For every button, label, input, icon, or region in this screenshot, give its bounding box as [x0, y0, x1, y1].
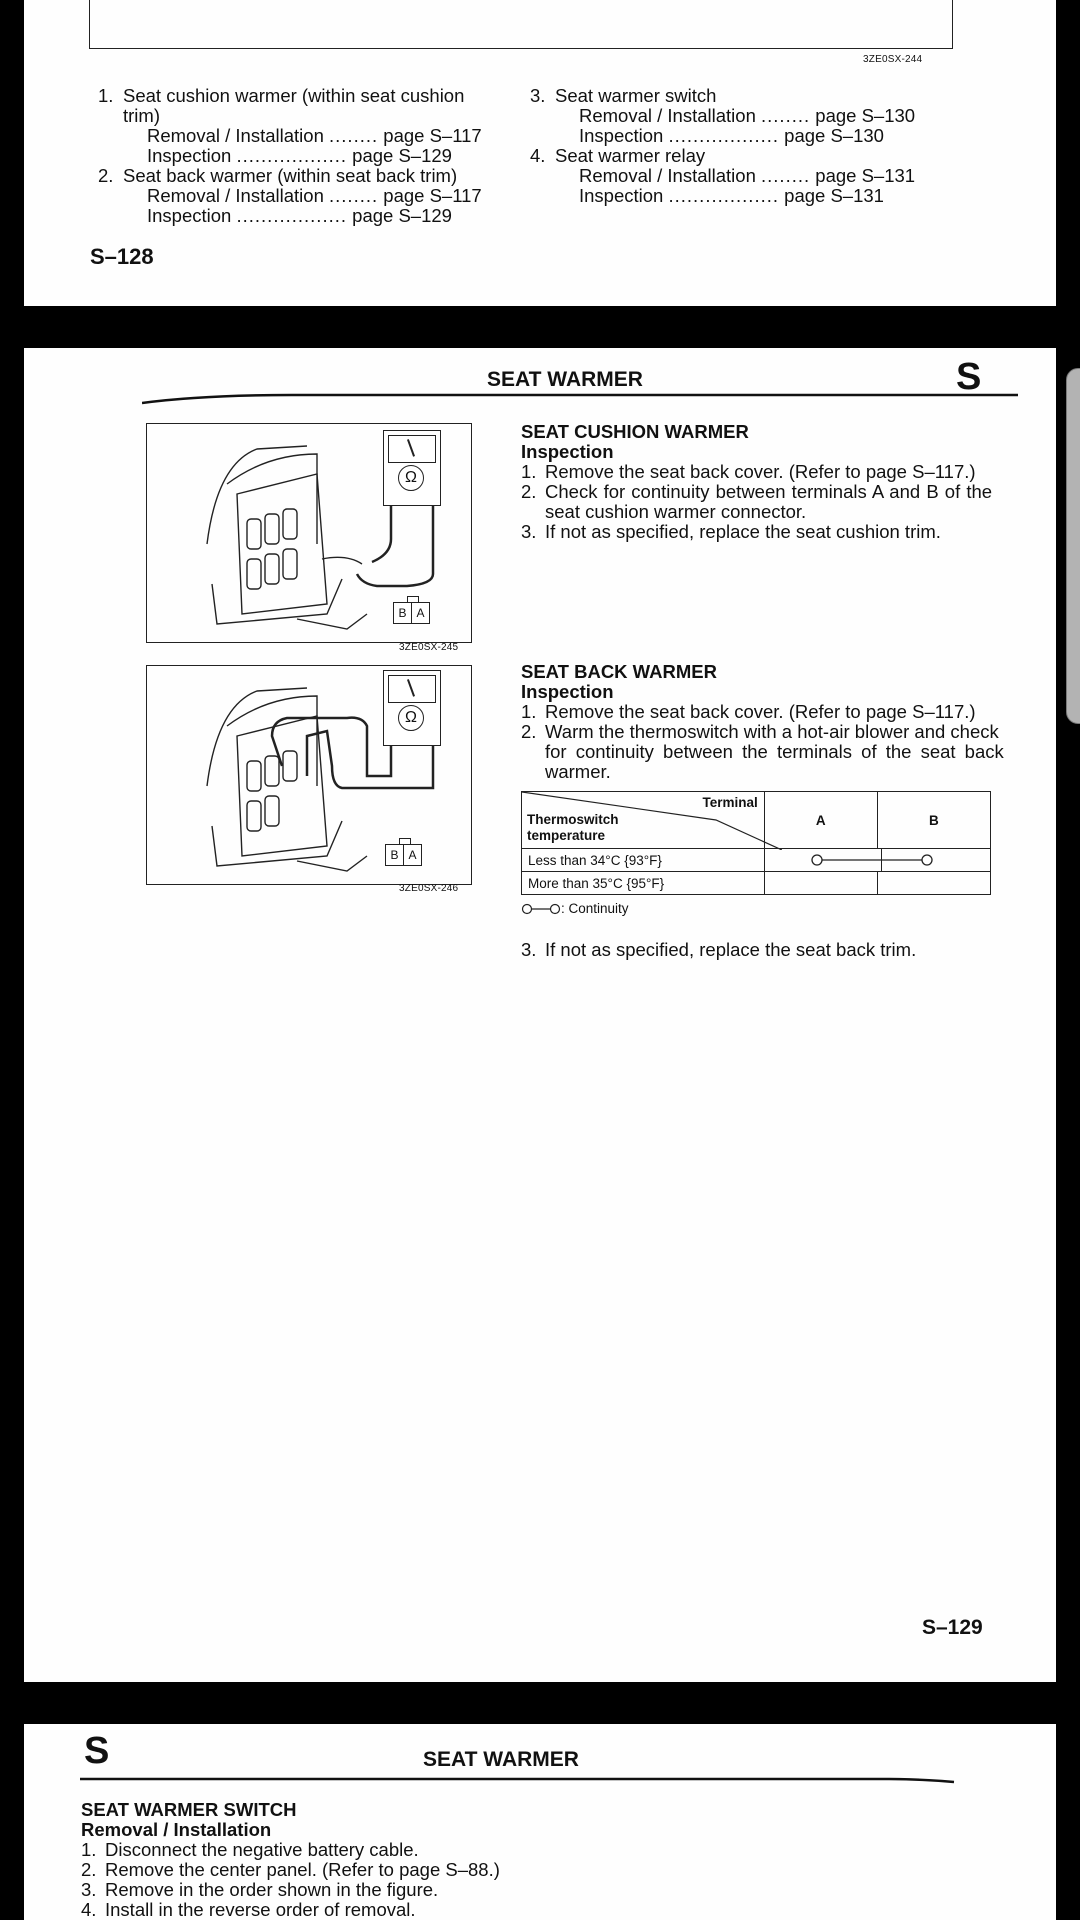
- table-row: [522, 872, 991, 895]
- subsection-heading: Removal / Installation: [81, 1819, 272, 1840]
- cell-b: [877, 872, 990, 895]
- step-text: Install in the reverse order of removal.: [105, 1899, 416, 1920]
- leader-dots: ..................: [668, 185, 780, 206]
- step-text: Remove in the order shown in the figure.: [105, 1879, 439, 1900]
- table-header-row: [522, 792, 991, 849]
- leader-dots: ..................: [668, 125, 780, 146]
- corner-label-terminal: Terminal: [702, 795, 758, 810]
- step-number: 1.: [81, 1839, 97, 1860]
- header-rule: [80, 1776, 960, 1786]
- page-number: S–128: [90, 244, 154, 269]
- terminal-b: B: [386, 845, 404, 865]
- page-ref: page S–130: [815, 105, 916, 126]
- step-number: 1.: [521, 701, 537, 722]
- step-text: If not as specified, replace the seat cushion trim.: [545, 521, 941, 542]
- index-item-3-number: 3.: [530, 85, 546, 106]
- index-item-2-number: 2.: [98, 165, 114, 186]
- legend-text: : Continuity: [561, 901, 629, 916]
- column-header-b: B: [877, 792, 990, 849]
- step-text: Remove the center panel. (Refer to page S–88.): [105, 1859, 500, 1880]
- leader-dots: ..................: [236, 145, 348, 166]
- figure-code: 3ZE0SX-246: [399, 883, 459, 894]
- continuity-cell: [764, 849, 990, 872]
- leader-dots: ..................: [236, 205, 348, 226]
- index-item-4-title: Seat warmer relay: [555, 145, 706, 166]
- step-text: Remove the seat back cover. (Refer to page S–117.): [545, 461, 976, 482]
- step-number: 1.: [521, 461, 537, 482]
- step-number: 3.: [521, 521, 537, 542]
- step-text: Warm the thermoswitch with a hot-air blower and check: [545, 721, 999, 742]
- page-ref: page S–130: [784, 125, 884, 146]
- step-number: 3.: [521, 939, 537, 960]
- column-header-a: A: [764, 792, 877, 849]
- index-item-1-title-cont: trim): [123, 105, 160, 126]
- step-number: 4.: [81, 1899, 97, 1920]
- step-number: 2.: [521, 481, 537, 502]
- index-entry[interactable]: [147, 126, 482, 146]
- leader-dots: ........: [329, 185, 379, 206]
- step-text: warmer.: [545, 761, 611, 782]
- header-rule: [142, 392, 1018, 406]
- step-number: 2.: [521, 721, 537, 742]
- ohm-icon: Ω: [398, 705, 424, 731]
- leader-dots: ........: [761, 105, 811, 126]
- index-entry[interactable]: [579, 126, 884, 146]
- section-heading: SEAT WARMER SWITCH: [81, 1799, 297, 1820]
- index-item-3-title: Seat warmer switch: [555, 85, 717, 106]
- index-item-1-title: Seat cushion warmer (within seat cushion: [123, 85, 465, 106]
- page-ref: page S–129: [352, 145, 452, 166]
- index-entry[interactable]: [579, 106, 915, 126]
- entry-label: Inspection: [147, 205, 232, 226]
- index-entry[interactable]: [147, 146, 452, 166]
- figure-seat-cushion-inspection: [146, 423, 472, 643]
- terminal-b: B: [394, 603, 412, 623]
- figure-code: 3ZE0SX-245: [399, 642, 459, 653]
- table-corner-cell: [522, 792, 765, 849]
- entry-label: Inspection: [147, 145, 232, 166]
- row-label: More than 35°C {95°F}: [522, 872, 765, 895]
- index-item-1-number: 1.: [98, 85, 114, 106]
- leader-dots: ........: [329, 125, 379, 146]
- figure-seat-back-inspection: [146, 665, 472, 885]
- ohm-icon: Ω: [398, 465, 424, 491]
- step-text: Remove the seat back cover. (Refer to page S–117.): [545, 701, 976, 722]
- test-leads: [147, 666, 471, 884]
- section-letter: S: [956, 356, 982, 398]
- terminal-a: A: [416, 606, 425, 620]
- step-text: Disconnect the negative battery cable.: [105, 1839, 419, 1860]
- page-ref: page S–131: [784, 185, 884, 206]
- index-item-2-title: Seat back warmer (within seat back trim): [123, 165, 458, 186]
- entry-label: Inspection: [579, 185, 664, 206]
- index-entry[interactable]: [579, 186, 884, 206]
- step-text: Check for continuity between terminals A and B of the: [545, 481, 993, 502]
- entry-label: Removal / Installation: [579, 165, 756, 186]
- step-text: seat cushion warmer connector.: [545, 501, 807, 522]
- entry-label: Removal / Installation: [579, 105, 756, 126]
- page-ref: page S–117: [383, 125, 482, 146]
- index-entry[interactable]: [147, 206, 452, 226]
- leader-dots: ........: [761, 165, 811, 186]
- index-item-4-number: 4.: [530, 145, 546, 166]
- entry-label: Removal / Installation: [147, 185, 324, 206]
- continuity-legend-icon: [521, 902, 561, 916]
- subsection-heading: Inspection: [521, 681, 614, 702]
- row-label: Less than 34°C {93°F}: [522, 849, 765, 872]
- page-s-129: [24, 348, 1056, 1682]
- page-ref: page S–129: [352, 205, 452, 226]
- continuity-table: [521, 791, 991, 895]
- step-text: for continuity between the terminals of the seat back: [545, 741, 1004, 762]
- scrollbar-handle[interactable]: [1066, 368, 1080, 724]
- page-number: S–129: [922, 1616, 983, 1639]
- figure-code: 3ZE0SX-244: [863, 54, 923, 65]
- subsection-heading: Inspection: [521, 441, 614, 462]
- section-heading: SEAT BACK WARMER: [521, 661, 717, 682]
- corner-label-thermoswitch: Thermoswitch: [527, 812, 619, 827]
- figure-frame: [89, 0, 953, 49]
- corner-label-temperature: temperature: [527, 828, 606, 843]
- page-ref: page S–117: [383, 185, 482, 206]
- column-divider: [881, 849, 883, 871]
- step-number: 2.: [81, 1859, 97, 1880]
- page-header-title: SEAT WARMER: [423, 1748, 579, 1771]
- page-header-title: SEAT WARMER: [487, 368, 643, 391]
- page-ref: page S–131: [815, 165, 916, 186]
- step-text: If not as specified, replace the seat back trim.: [545, 939, 917, 960]
- terminal-a: A: [408, 848, 417, 862]
- table-row: [522, 849, 991, 872]
- cell-a: [764, 872, 877, 895]
- continuity-legend: [521, 901, 629, 916]
- entry-label: Removal / Installation: [147, 125, 324, 146]
- entry-label: Inspection: [579, 125, 664, 146]
- index-entry[interactable]: [147, 186, 482, 206]
- section-letter: S: [84, 1730, 110, 1772]
- index-entry[interactable]: [579, 166, 915, 186]
- section-heading: SEAT CUSHION WARMER: [521, 421, 749, 442]
- page-s-128: [24, 0, 1056, 306]
- page-s-130: [24, 1724, 1056, 1920]
- step-number: 3.: [81, 1879, 97, 1900]
